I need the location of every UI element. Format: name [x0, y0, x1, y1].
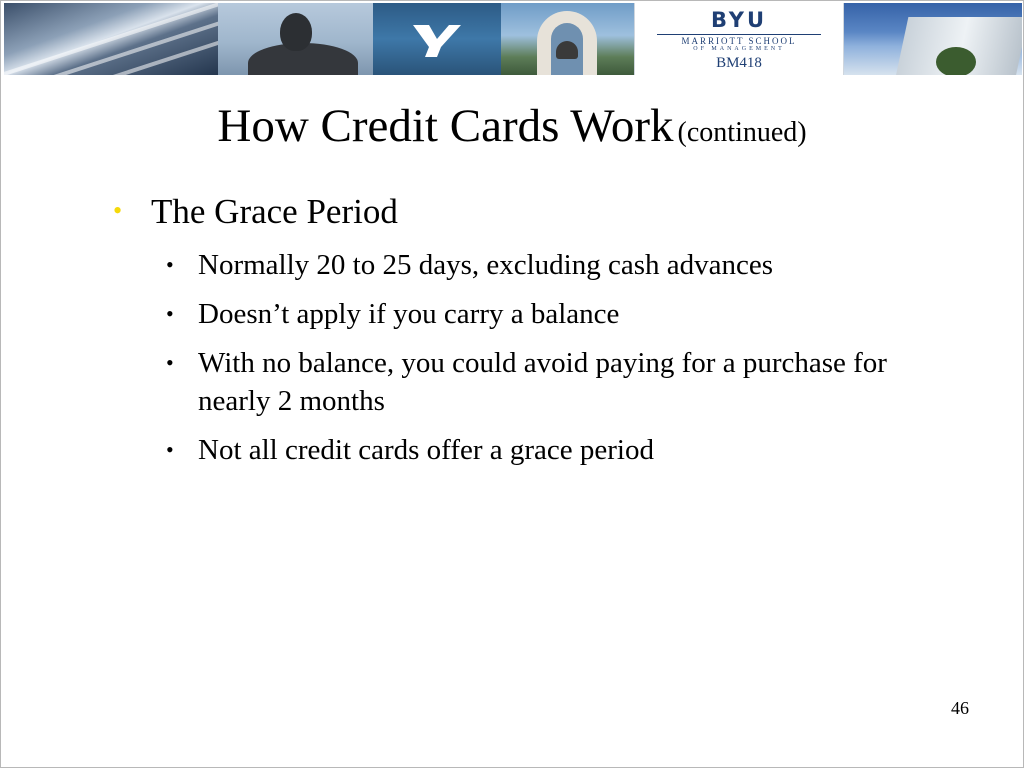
architecture-photo [4, 3, 218, 75]
bell-icon [556, 41, 578, 59]
sub-bullet-list [166, 246, 926, 480]
school-logo [634, 3, 844, 75]
sub-bullet-marker: • [166, 350, 174, 375]
statue-photo [218, 3, 373, 75]
sub-bullet-item [166, 246, 926, 284]
y-logo-icon [407, 17, 465, 59]
sub-bullet-text: Normally 20 to 25 days, excluding cash advances [198, 249, 774, 281]
header-banner [4, 3, 1022, 75]
sub-bullet-text: Not all credit cards offer a grace period [198, 434, 654, 466]
title-suffix: (continued) [677, 117, 807, 148]
building-photo [844, 3, 1022, 75]
sub-bullet-marker: • [166, 437, 174, 462]
slide-title [1, 100, 1023, 152]
bell-tower-photo [501, 3, 634, 75]
sub-bullet-marker: • [166, 252, 174, 277]
bullet-item [113, 191, 398, 232]
title-main: How Credit Cards Work [217, 100, 674, 152]
logo-subtitle: OF MANAGEMENT [693, 46, 785, 52]
bullet-marker: • [113, 196, 123, 225]
y-mountain-photo [373, 3, 501, 75]
sub-bullet-text: Doesn’t apply if you carry a balance [198, 298, 620, 330]
sub-bullet-item [166, 431, 926, 469]
sub-bullet-marker: • [166, 301, 174, 326]
sub-bullet-item [166, 295, 926, 333]
sub-bullet-item [166, 344, 926, 420]
sub-bullet-text: With no balance, you could avoid paying for a purchase for nearly 2 months [198, 347, 887, 417]
course-code: BM418 [716, 55, 762, 71]
logo-school: MARRIOTT SCHOOL [681, 36, 797, 46]
bullet-text: The Grace Period [151, 192, 398, 231]
page-number: 46 [951, 698, 969, 718]
logo-name: BYU [710, 8, 768, 32]
